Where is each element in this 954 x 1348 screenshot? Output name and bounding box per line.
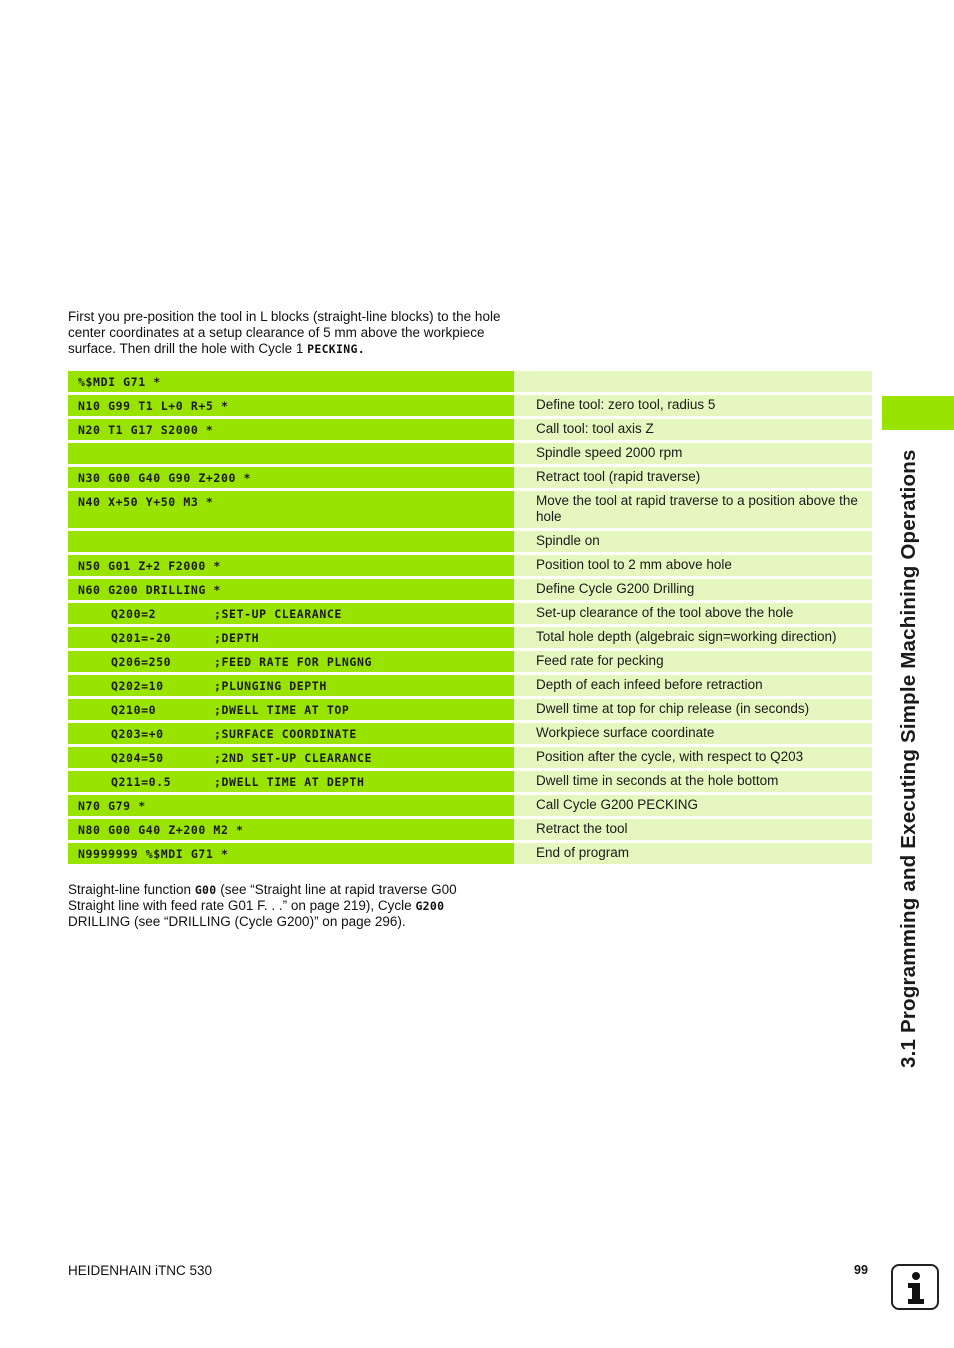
table-row bbox=[68, 747, 872, 768]
description-cell: Move the tool at rapid traverse to a position above the hole bbox=[514, 491, 872, 528]
chapter-tab bbox=[882, 396, 954, 430]
table-row bbox=[68, 771, 872, 792]
description-cell: Position tool to 2 mm above hole bbox=[514, 555, 872, 576]
cycle-parameter: Q200=2 bbox=[111, 607, 157, 621]
parameter-comment: ;2ND SET-UP CLEARANCE bbox=[214, 751, 372, 765]
outro-text-2: (see “Straight line at rapid traverse G00 Straight line with feed rate G01 F. . .” on page 219), Cycle bbox=[68, 882, 457, 913]
description-cell: End of program bbox=[514, 843, 872, 864]
cycle-parameter: Q204=50 bbox=[111, 751, 164, 765]
parameter-comment: ;SET-UP CLEARANCE bbox=[214, 607, 342, 621]
cycle-parameter: Q210=0 bbox=[111, 703, 157, 717]
code-cell: N40 X+50 Y+50 M3 * bbox=[68, 491, 514, 528]
table-row bbox=[68, 651, 872, 672]
parameter-comment: ;SURFACE COORDINATE bbox=[214, 727, 357, 741]
info-icon bbox=[891, 1264, 939, 1310]
cycle-parameter: Q211=0.5 bbox=[111, 775, 172, 789]
code-cell: N10 G99 T1 L+0 R+5 * bbox=[68, 395, 514, 416]
code-cell bbox=[68, 699, 514, 720]
chapter-title: 3.1 Programming and Executing Simple Machining Operations bbox=[897, 449, 920, 1068]
table-row bbox=[68, 675, 872, 696]
cycle-parameter: Q203=+0 bbox=[111, 727, 164, 741]
description-cell: Call tool: tool axis Z bbox=[514, 419, 872, 440]
code-cell: N30 G00 G40 G90 Z+200 * bbox=[68, 467, 514, 488]
outro-paragraph bbox=[68, 882, 498, 930]
code-cell bbox=[68, 747, 514, 768]
table-row bbox=[68, 371, 872, 392]
description-cell: Workpiece surface coordinate bbox=[514, 723, 872, 744]
code-cell bbox=[68, 675, 514, 696]
table-row bbox=[68, 603, 872, 624]
description-cell bbox=[514, 371, 872, 392]
table-row bbox=[68, 843, 872, 864]
parameter-comment: ;FEED RATE FOR PLNGNG bbox=[214, 655, 372, 669]
table-row bbox=[68, 723, 872, 744]
parameter-comment: ;DWELL TIME AT TOP bbox=[214, 703, 350, 717]
code-cell bbox=[68, 771, 514, 792]
parameter-comment: ;DEPTH bbox=[214, 631, 260, 645]
cycle-parameter: Q206=250 bbox=[111, 655, 172, 669]
description-cell: Define tool: zero tool, radius 5 bbox=[514, 395, 872, 416]
description-cell: Retract the tool bbox=[514, 819, 872, 840]
parameter-comment: ;DWELL TIME AT DEPTH bbox=[214, 775, 365, 789]
description-cell: Total hole depth (algebraic sign=working direction) bbox=[514, 627, 872, 648]
outro-code-2: G200 bbox=[415, 899, 445, 913]
intro-paragraph bbox=[68, 309, 528, 357]
description-cell: Position after the cycle, with respect to Q203 bbox=[514, 747, 872, 768]
table-row bbox=[68, 395, 872, 416]
table-row bbox=[68, 467, 872, 488]
code-cell bbox=[68, 603, 514, 624]
manual-name: HEIDENHAIN iTNC 530 bbox=[68, 1263, 213, 1278]
description-cell: Retract tool (rapid traverse) bbox=[514, 467, 872, 488]
code-cell: N80 G00 G40 Z+200 M2 * bbox=[68, 819, 514, 840]
table-row bbox=[68, 795, 872, 816]
description-cell: Depth of each infeed before retraction bbox=[514, 675, 872, 696]
code-cell: %$MDI G71 * bbox=[68, 371, 514, 392]
description-cell: Dwell time in seconds at the hole bottom bbox=[514, 771, 872, 792]
code-cell: N20 T1 G17 S2000 * bbox=[68, 419, 514, 440]
code-cell bbox=[68, 627, 514, 648]
description-cell: Spindle speed 2000 rpm bbox=[514, 443, 872, 464]
code-cell bbox=[68, 531, 514, 552]
cycle-parameter: Q202=10 bbox=[111, 679, 164, 693]
outro-text-3: DRILLING (see “DRILLING (Cycle G200)” on page 296). bbox=[68, 914, 406, 929]
table-row bbox=[68, 555, 872, 576]
code-cell bbox=[68, 651, 514, 672]
code-cell: N9999999 %$MDI G71 * bbox=[68, 843, 514, 864]
outro-code-1: G00 bbox=[194, 883, 217, 897]
description-cell: Dwell time at top for chip release (in seconds) bbox=[514, 699, 872, 720]
table-row bbox=[68, 579, 872, 600]
parameter-comment: ;PLUNGING DEPTH bbox=[214, 679, 327, 693]
description-cell: Spindle on bbox=[514, 531, 872, 552]
table-row bbox=[68, 531, 872, 552]
outro-text-1: Straight-line function bbox=[68, 882, 195, 897]
table-row bbox=[68, 819, 872, 840]
table-row bbox=[68, 699, 872, 720]
program-table bbox=[68, 371, 872, 867]
code-cell: N50 G01 Z+2 F2000 * bbox=[68, 555, 514, 576]
table-row bbox=[68, 419, 872, 440]
code-cell bbox=[68, 723, 514, 744]
description-cell: Call Cycle G200 PECKING bbox=[514, 795, 872, 816]
description-cell: Feed rate for pecking bbox=[514, 651, 872, 672]
cycle-parameter: Q201=-20 bbox=[111, 631, 172, 645]
code-cell: N70 G79 * bbox=[68, 795, 514, 816]
table-row bbox=[68, 627, 872, 648]
intro-code: PECKING. bbox=[307, 342, 365, 356]
table-row bbox=[68, 491, 872, 528]
table-row bbox=[68, 443, 872, 464]
code-cell: N60 G200 DRILLING * bbox=[68, 579, 514, 600]
description-cell: Set-up clearance of the tool above the hole bbox=[514, 603, 872, 624]
intro-text: First you pre-position the tool in L blocks (straight-line blocks) to the hole center coordinates at a setup clearance of 5 mm above the workpiece surface. Then drill the hole with Cycle 1 bbox=[68, 309, 501, 356]
code-cell bbox=[68, 443, 514, 464]
page-number: 99 bbox=[854, 1263, 868, 1277]
description-cell: Define Cycle G200 Drilling bbox=[514, 579, 872, 600]
